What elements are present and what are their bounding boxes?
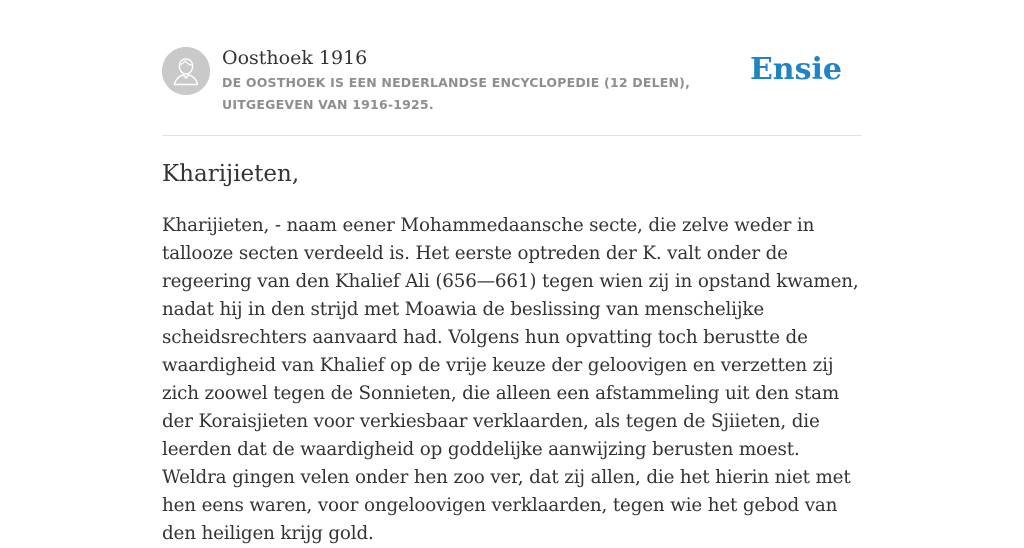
source-title[interactable]: Oosthoek 1916: [222, 47, 368, 69]
source-header: [162, 44, 862, 134]
article-body: Kharijieten, - naam eener Mohammedaansche secte, die zelve weder in tallooze secten verdeeld is. Het eerste optreden der K. valt onder de regeering van den Khalief Ali (656—661) tegen wien zij in opstand kwamen, nadat hij in den strijd met Moawia de beslissing van menschelijke scheidsrechters aanvaard had. Volgens hun opvatting toch berustte de waardigheid van Khalief op de vrije keuze der geloovigen en verzetten zij zich zoowel tegen de Sonnieten, die alleen een afstammeling uit den stam der Koraisjieten voor verkiesbaar verklaarden, als tegen de Sjiieten, die leerden dat de waardigheid op goddelijke aanwijzing berusten moest. Weldra gingen velen onder hen zoo ver, dat zij allen, die het hierin niet met hen eens waren, voor ongeloovigen verklaarden, tegen wie het gebod van den heiligen krijg gold.: [162, 215, 859, 544]
source-description: DE OOSTHOEK IS EEN NEDERLANDSE ENCYCLOPEDIE (12 DELEN), UITGEGEVEN VAN 1916-1925.: [222, 75, 691, 112]
article-title: Kharijieten,: [162, 161, 300, 187]
user-avatar-icon[interactable]: [162, 47, 210, 95]
header-divider: [162, 135, 862, 136]
ensie-logo-link[interactable]: Ensie: [749, 52, 842, 87]
